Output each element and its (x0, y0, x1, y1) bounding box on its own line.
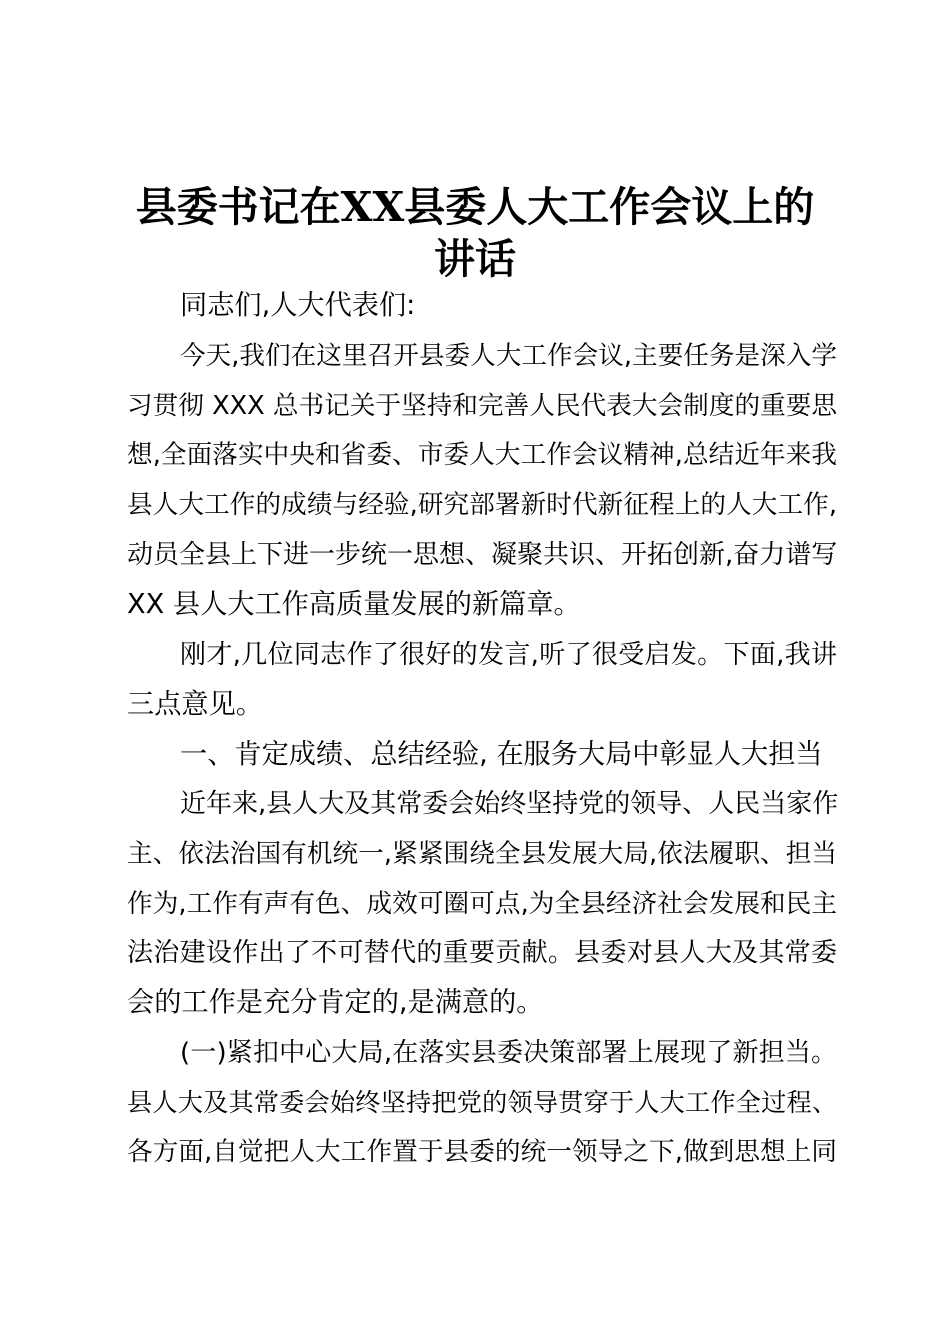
body-line: 想,全面落实中央和省委、市委人大工作会议精神,总结近年来我 (127, 440, 837, 470)
body-line: 作为,工作有声有色、成效可圈可点,为全县经济社会发展和民主 (127, 889, 837, 919)
body-line: 主、依法治国有机统一,紧紧围绕全县发展大局,依法履职、担当 (127, 839, 837, 869)
body-line: 县人大及其常委会始终坚持把党的领导贯穿于人大工作全过程、 (127, 1088, 837, 1117)
body-line: 各方面,自觉把人大工作置于县委的统一领导之下,做到思想上同 (127, 1137, 837, 1167)
body-line: 刚才,几位同志作了很好的发言,听了很受启发。下面,我讲 (180, 640, 837, 670)
body-line: 习贯彻 XXX 总书记关于坚持和完善人民代表大会制度的重要思 (127, 391, 837, 421)
document-title-line-2: 讲话 (434, 235, 516, 283)
document-title-line-1: 县委书记在XX县委人大工作会议上的 (135, 183, 815, 231)
subsection-heading: (一)紧扣中心大局,在落实县委决策部署上展现了新担当。 (180, 1038, 837, 1068)
body-line: XX 县人大工作高质量发展的新篇章。 (127, 589, 581, 620)
salutation: 同志们,人大代表们: (180, 290, 416, 321)
body-line: 动员全县上下进一步统一思想、凝聚共识、开拓创新,奋力谱写 (127, 540, 838, 570)
section-heading: 一、肯定成绩、总结经验, 在服务大局中彰显人大担当 (180, 739, 823, 770)
body-line: 今天,我们在这里召开县委人大工作会议,主要任务是深入学 (180, 341, 837, 371)
body-line: 会的工作是充分肯定的,是满意的。 (127, 987, 544, 1018)
body-line: 县人大工作的成绩与经验,研究部署新时代新征程上的人大工作, (127, 490, 837, 520)
body-line: 法治建设作出了不可替代的重要贡献。县委对县人大及其常委 (127, 938, 837, 968)
body-line: 近年来,县人大及其常委会始终坚持党的领导、人民当家作 (180, 789, 839, 819)
body-line: 三点意见。 (127, 689, 263, 720)
